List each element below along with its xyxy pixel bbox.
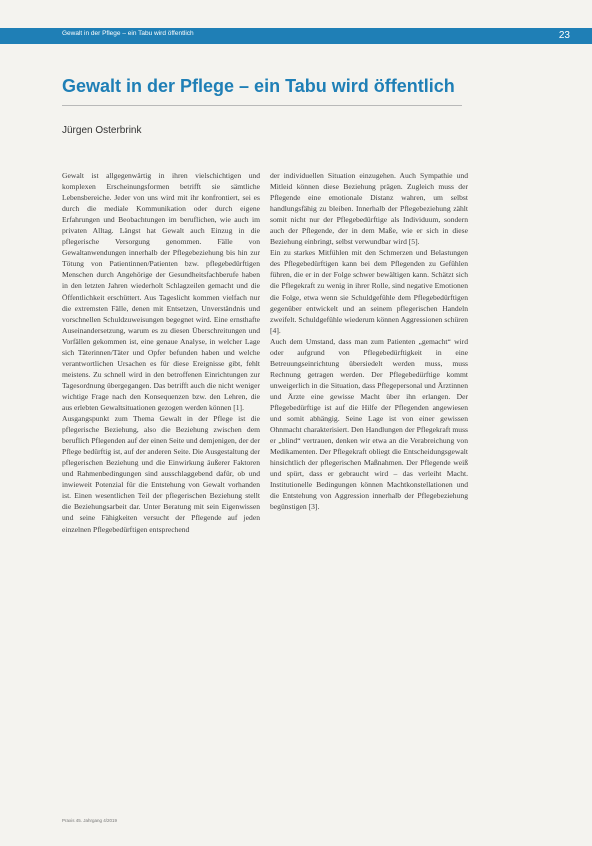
paragraph: Gewalt ist allgegenwärtig in ihren vielschichtigen und komplexen Erscheinungsformen betrifft sie sämtliche Lebensbereiche. Jeder von uns wird mit ihr konfrontiert, sei es durch die mediale Kommunikation oder durch eigene Erfahrungen und Beobachtungen im beruflichen, wie auch im privaten Alltag. Längst hat Gewalt auch Einzug in die pflegerische Versorgung genommen. Fälle von Gewaltanwendungen innerhalb der Pflegebeziehung bis hin zur Tötung von Patientinnen/Patienten bzw. pflegebedürftigen Menschen durch Angehörige der Gesundheitsfachberufe haben in den letzten Jahren wiederholt Schlagzeilen gemacht und die Öffentlichkeit erschüttert. Aus Tageslicht kommen vielfach nur die extremsten Fälle, denen mit Entsetzen, Unverständnis und vorschnellen Schuldzuweisungen begegnet wird. Eine ernsthafte Auseinandersetzung, warum es zu diesen Überschreitungen und Vorfällen gekommen ist, eine genaue Analyse, in welcher Lage sich Täterinnen/Täter und Opfer befunden haben und welche verantwortlichen Ursachen es für diese Ereignisse gibt, fehlt meistens. Zu schnell wird in den betroffenen Einrichtungen zur Tagesordnung übergegangen. Das betrifft auch die nicht weniger wichtige Frage nach den Konsequenzen bzw. den Lehren, die aus erlebten Gewaltsituationen gezogen werden können [1].	[62, 171, 260, 412]
author-name: Jürgen Osterbrink	[62, 125, 142, 136]
paragraph: Ein zu starkes Mitfühlen mit den Schmerzen und Belastungen des Pflegebedürftigen kann bei dem Pflegenden zu Gefühlen führen, die er in der Folge schwer bewältigen kann. Schätzt sich die Pflegekraft zu wenig in ihrer Rolle, sind negative Emotionen die Folge, etwa wenn sie Schuldgefühle dem Pflegebedürftigen gegenüber entwickelt und an seinem pflegerischen Handeln zweifelt. Schuldgefühle wiederum können Aggressionen schüren [4].	[270, 248, 468, 335]
title-divider	[62, 105, 462, 106]
article-title: Gewalt in der Pflege – ein Tabu wird öffentlich	[62, 76, 455, 96]
running-header	[0, 28, 592, 44]
body-column-right	[270, 170, 468, 512]
page-footer: Praxis 45. Jahrgang 4/2019	[62, 818, 118, 823]
paragraph: der individuellen Situation einzugehen. Auch Sympathie und Mitleid können diese Beziehung prägen. Zugleich muss der Pflegende eine emotionale Distanz wahren, um selbst handlungsfähig zu bleiben. Innerhalb der Pflegebeziehung zählt somit nicht nur der Pflegebedürftige als Individuum, sondern auch der Pflegende, der in dem Maße, wie er sich in diese Beziehung einbringt, selbst verwundbar wird [5].	[270, 171, 468, 247]
paragraph: Auch dem Umstand, dass man zum Patienten „gemacht“ wird oder aufgrund von Pflegebedürftigkeit in eine Betreuungseinrichtung übersiedelt werden muss, muss Rechnung getragen werden. Der Pflegebedürftige kommt unweigerlich in die Situation, dass Pflegepersonal und Ärztinnen und Ärzte eine gewisse Macht über ihn erlangen. Der Pflegebedürftige ist auf die Hilfe der Pflegenden angewiesen und somit abhängig. Seine Lage ist von einer gewissen Ohnmacht charakterisiert. Den Handlungen der Pflegekraft muss er „blind“ vertrauen, denken wir etwa an die Verabreichung von Medikamenten. Der Pflegekraft obliegt die Entscheidungsgewalt hinsichtlich der pflegerischen Maßnahmen. Der Pflegende weiß und spürt, dass er gebraucht wird – das verleiht Macht. Institutionelle Bedingungen können Machtkonstellationen und die Entstehung von Aggression innerhalb der Pflegebeziehung begünstigen [3].	[270, 336, 468, 512]
body-column-left	[62, 170, 260, 535]
running-title: Gewalt in der Pflege – ein Tabu wird öffentlich	[62, 30, 194, 37]
paragraph: Ausgangspunkt zum Thema Gewalt in der Pflege ist die pflegerische Beziehung, also die Beziehung zwischen dem beruflich Pflegenden auf der einen Seite und demjenigen, der der Pflege bedürftig ist, auf der anderen Seite. Die Ausgestaltung der pflegerischen Beziehung und die Einwirkung äußerer Faktoren und Rahmenbedingungen sind ausschlaggebend dafür, ob und inwieweit Potenzial für die Entstehung von Gewalt vorhanden ist. Einen wesentlichen Teil der pflegerischen Beziehung stellt die Beziehungsarbeit dar. Unter Beratung mit sein Eigenwissen und seine Fähigkeiten versucht der Pflegende auf jeden einzelnen Pflegebedürftigen entsprechend	[62, 414, 260, 534]
page-number: 23	[558, 30, 570, 41]
